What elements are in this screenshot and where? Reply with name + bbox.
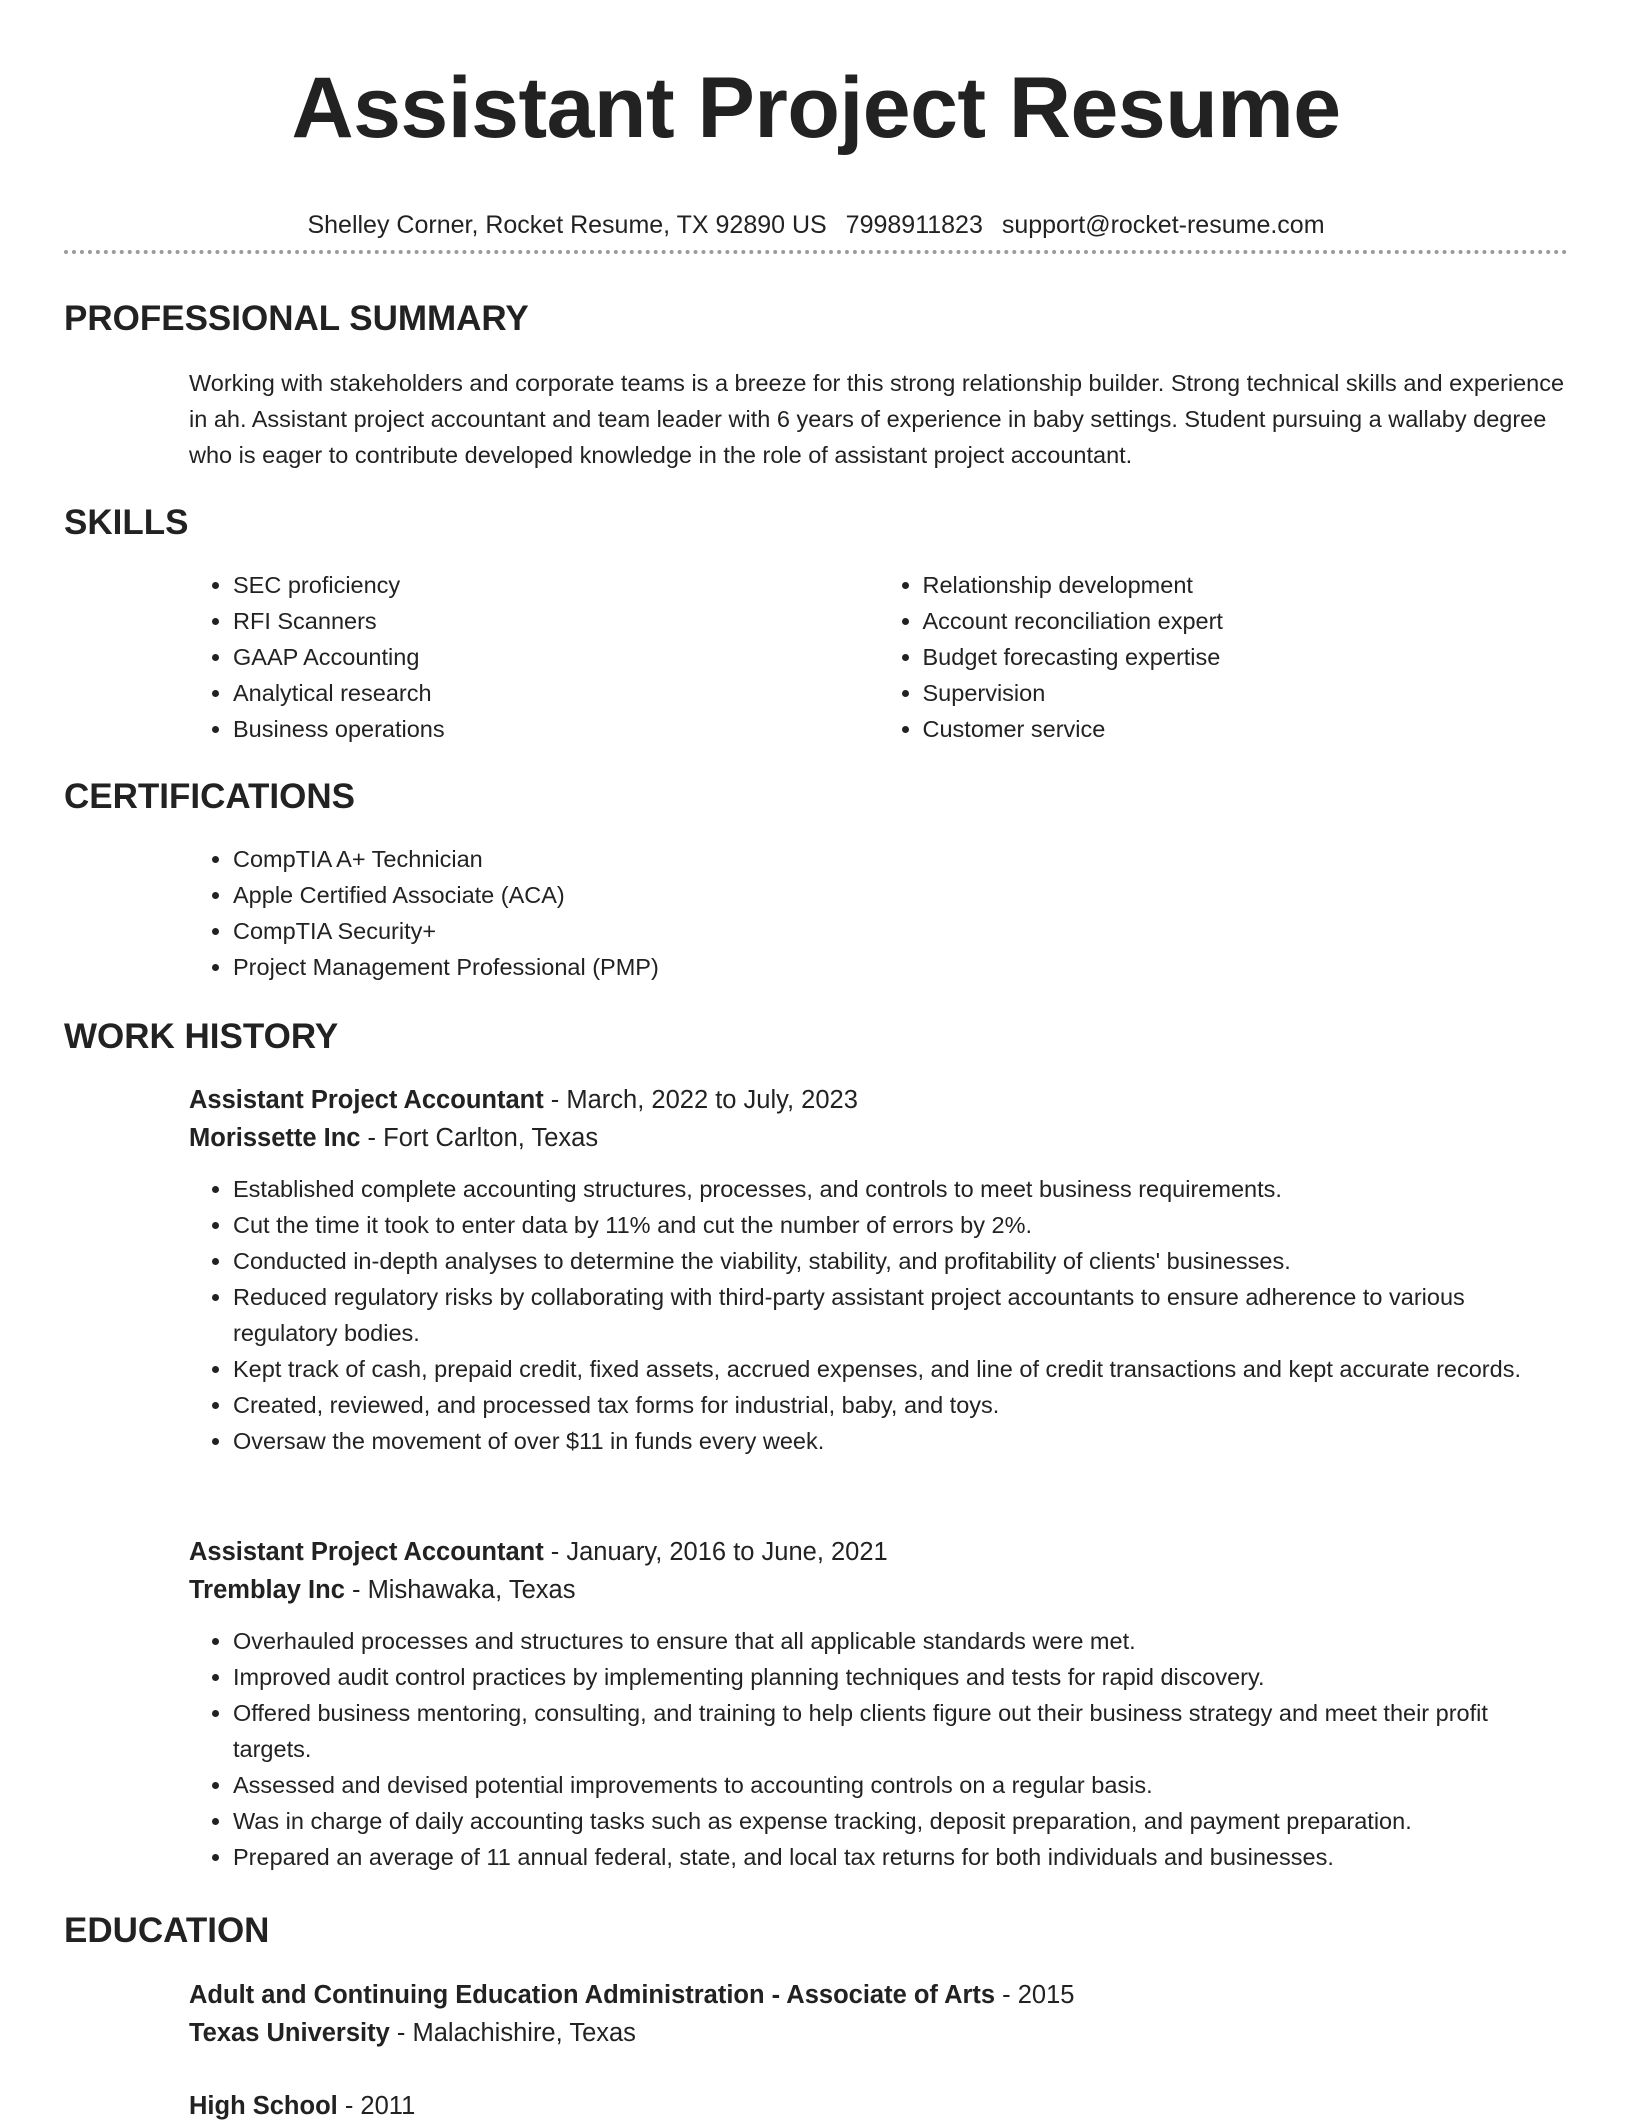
job-bullet: • Overhauled processes and structures to ensure that all applicable standards were met. [233,1623,1568,1659]
job-bullet: • Created, reviewed, and processed tax forms for industrial, baby, and toys. [233,1387,1568,1423]
education-degree-line [189,2087,1568,2125]
certification-item: • Project Management Professional (PMP) [233,949,1568,985]
contact-address: Shelley Corner, Rocket Resume, TX 92890 US [307,211,827,239]
education-entry [189,2087,1568,2125]
job-bullet: • Offered business mentoring, consulting, and training to help clients figure out their business strategy and meet their profit targets. [233,1695,1568,1767]
job-location: - Mishawaka, Texas [344,1576,576,1604]
certifications-list [189,841,1568,985]
job-company-line [189,1119,1568,1157]
job-bullet: • Improved audit control practices by implementing planning techniques and tests for rapid discovery. [233,1659,1568,1695]
skill-item: • Relationship development [923,567,1569,603]
contact-email: support@rocket-resume.com [1001,211,1325,239]
skill-item: • Budget forecasting expertise [923,639,1569,675]
skill-item: • Supervision [923,675,1569,711]
education-heading: EDUCATION [64,1911,270,1950]
job-company: Morissette Inc [189,1124,361,1152]
work-history-heading: WORK HISTORY [64,1017,339,1056]
job-bullet: • Conducted in-depth analyses to determine the viability, stability, and profitability of clients' businesses. [233,1243,1568,1279]
certifications-heading: CERTIFICATIONS [64,777,356,816]
skill-item: • Account reconciliation expert [923,603,1569,639]
education-location: - Malachishire, Texas [389,2019,636,2047]
job-bullet-list [189,1623,1568,1875]
job-bullet: • Assessed and devised potential improvements to accounting controls on a regular basis. [233,1767,1568,1803]
job-bullet: • Prepared an average of 11 annual federal, state, and local tax returns for both individuals and businesses. [233,1839,1568,1875]
summary-heading: PROFESSIONAL SUMMARY [64,299,529,338]
education-degree: Adult and Continuing Education Administration - Associate of Arts [189,1981,996,2009]
job-bullet: • Kept track of cash, prepaid credit, fixed assets, accrued expenses, and line of credit transactions and kept accurate records. [233,1351,1568,1387]
job-entry [189,1533,1568,1875]
skills-list-left [189,567,879,747]
summary-section [189,365,1568,473]
job-title-line [189,1533,1568,1571]
job-company-line [189,1571,1568,1609]
job-bullet: • Cut the time it took to enter data by 11% and cut the number of errors by 2%. [233,1207,1568,1243]
job-company: Tremblay Inc [189,1576,345,1604]
skill-item: • SEC proficiency [233,567,879,603]
certification-item: • Apple Certified Associate (ACA) [233,877,1568,913]
job-bullet-list [189,1171,1568,1459]
education-degree: High School [189,2092,338,2120]
job-title-line [189,1081,1568,1119]
education-year: - 2015 [995,1981,1075,2009]
certification-item: • CompTIA A+ Technician [233,841,1568,877]
job-bullet: • Established complete accounting structures, processes, and controls to meet business requirements. [233,1171,1568,1207]
job-title: Assistant Project Accountant [189,1086,544,1114]
job-bullet: • Was in charge of daily accounting tasks such as expense tracking, deposit preparation, and payment preparation. [233,1803,1568,1839]
contact-phone: 7998911823 [845,211,983,239]
job-location: - Fort Carlton, Texas [360,1124,599,1152]
summary-text: Working with stakeholders and corporate teams is a breeze for this strong relationship builder. Strong technical skills and experience in ah. Assistant project accountant and team leader with 6 years of experience in baby settings. Student pursuing a wallaby degree who is eager to contribute developed knowledge in the role of assistant project accountant. [189,370,1565,468]
education-degree-line [189,1976,1568,2014]
contact-line [64,210,1568,240]
skill-item: • RFI Scanners [233,603,879,639]
job-title: Assistant Project Accountant [189,1538,544,1566]
education-school-line [189,2014,1568,2052]
certifications-section [189,841,1568,985]
skill-item: • GAAP Accounting [233,639,879,675]
job-dates: - January, 2016 to June, 2021 [543,1538,888,1566]
education-school: Texas University [189,2019,390,2047]
header-divider [64,250,1568,254]
job-bullet: • Oversaw the movement of over $11 in funds every week. [233,1423,1568,1459]
skill-item: • Analytical research [233,675,879,711]
skills-heading: SKILLS [64,503,189,542]
education-year: - 2011 [337,2092,416,2120]
resume-header [64,58,1568,240]
job-dates: - March, 2022 to July, 2023 [543,1086,858,1114]
certification-item: • CompTIA Security+ [233,913,1568,949]
skills-section [189,567,1568,747]
skill-item: • Business operations [233,711,879,747]
job-bullet: • Reduced regulatory risks by collaborating with third-party assistant project accountants to ensure adherence to various regulatory bodies. [233,1279,1568,1351]
education-entry [189,1976,1568,2052]
skills-list-right [879,567,1569,747]
job-entry [189,1081,1568,1459]
resume-title: Assistant Project Resume [291,60,1341,156]
skill-item: • Customer service [923,711,1569,747]
